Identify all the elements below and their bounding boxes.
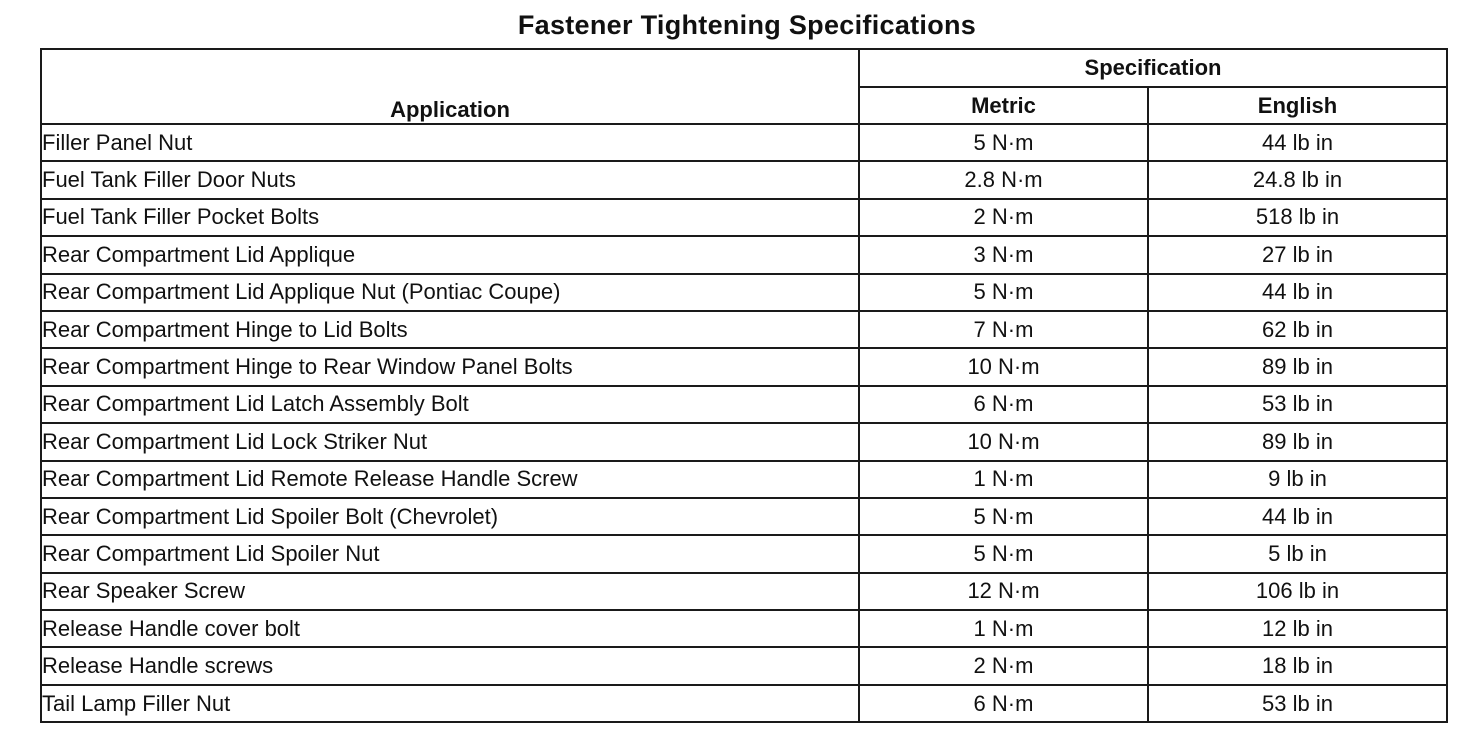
- table-row: [41, 573, 1447, 610]
- english-cell: 27 lb in: [1148, 236, 1447, 273]
- metric-cell: 10 N·m: [859, 423, 1148, 460]
- application-cell: Filler Panel Nut: [41, 124, 859, 161]
- table-row: [41, 386, 1447, 423]
- english-cell: 89 lb in: [1148, 348, 1447, 385]
- table-row: [41, 610, 1447, 647]
- application-cell: Rear Compartment Lid Spoiler Bolt (Chevrolet): [41, 498, 859, 535]
- english-cell: 106 lb in: [1148, 573, 1447, 610]
- table-row: [41, 274, 1447, 311]
- table-row: [41, 348, 1447, 385]
- table-header: [41, 49, 1447, 124]
- application-cell: Release Handle cover bolt: [41, 610, 859, 647]
- metric-cell: 5 N·m: [859, 535, 1148, 572]
- application-cell: Fuel Tank Filler Pocket Bolts: [41, 199, 859, 236]
- application-cell: Rear Compartment Hinge to Rear Window Panel Bolts: [41, 348, 859, 385]
- english-cell: 9 lb in: [1148, 461, 1447, 498]
- english-cell: 24.8 lb in: [1148, 161, 1447, 198]
- page-title: Fastener Tightening Specifications: [517, 10, 977, 40]
- application-cell: Release Handle screws: [41, 647, 859, 684]
- english-cell: 44 lb in: [1148, 274, 1447, 311]
- english-cell: 12 lb in: [1148, 610, 1447, 647]
- application-cell: Tail Lamp Filler Nut: [41, 685, 859, 722]
- table-row: [41, 461, 1447, 498]
- application-cell: Fuel Tank Filler Door Nuts: [41, 161, 859, 198]
- table-row: [41, 423, 1447, 460]
- metric-cell: 2.8 N·m: [859, 161, 1148, 198]
- metric-cell: 5 N·m: [859, 274, 1148, 311]
- metric-cell: 5 N·m: [859, 498, 1148, 535]
- application-cell: Rear Speaker Screw: [41, 573, 859, 610]
- application-cell: Rear Compartment Lid Spoiler Nut: [41, 535, 859, 572]
- header-specification: Specification: [859, 49, 1447, 87]
- metric-cell: 2 N·m: [859, 199, 1148, 236]
- metric-cell: 10 N·m: [859, 348, 1148, 385]
- metric-cell: 12 N·m: [859, 573, 1148, 610]
- header-application: Application: [41, 49, 859, 124]
- metric-cell: 5 N·m: [859, 124, 1148, 161]
- application-cell: Rear Compartment Lid Latch Assembly Bolt: [41, 386, 859, 423]
- application-cell: Rear Compartment Lid Applique Nut (Pontiac Coupe): [41, 274, 859, 311]
- table-row: [41, 124, 1447, 161]
- metric-cell: 6 N·m: [859, 386, 1148, 423]
- table-row: [41, 535, 1447, 572]
- english-cell: 89 lb in: [1148, 423, 1447, 460]
- english-cell: 53 lb in: [1148, 685, 1447, 722]
- application-cell: Rear Compartment Hinge to Lid Bolts: [41, 311, 859, 348]
- metric-cell: 3 N·m: [859, 236, 1148, 273]
- table-row: [41, 236, 1447, 273]
- table-body: [41, 124, 1447, 722]
- fastener-spec-table: [40, 48, 1448, 723]
- english-cell: 62 lb in: [1148, 311, 1447, 348]
- header-metric: Metric: [859, 87, 1148, 124]
- metric-cell: 1 N·m: [859, 461, 1148, 498]
- metric-cell: 1 N·m: [859, 610, 1148, 647]
- application-cell: Rear Compartment Lid Applique: [41, 236, 859, 273]
- english-cell: 518 lb in: [1148, 199, 1447, 236]
- table-row: [41, 498, 1447, 535]
- table-row: [41, 311, 1447, 348]
- metric-cell: 6 N·m: [859, 685, 1148, 722]
- table-row: [41, 685, 1447, 722]
- english-cell: 44 lb in: [1148, 498, 1447, 535]
- english-cell: 44 lb in: [1148, 124, 1447, 161]
- english-cell: 53 lb in: [1148, 386, 1447, 423]
- application-cell: Rear Compartment Lid Lock Striker Nut: [41, 423, 859, 460]
- table-row: [41, 647, 1447, 684]
- english-cell: 18 lb in: [1148, 647, 1447, 684]
- application-cell: Rear Compartment Lid Remote Release Handle Screw: [41, 461, 859, 498]
- english-cell: 5 lb in: [1148, 535, 1447, 572]
- header-english: English: [1148, 87, 1447, 124]
- table-row: [41, 199, 1447, 236]
- metric-cell: 7 N·m: [859, 311, 1148, 348]
- metric-cell: 2 N·m: [859, 647, 1148, 684]
- table-row: [41, 161, 1447, 198]
